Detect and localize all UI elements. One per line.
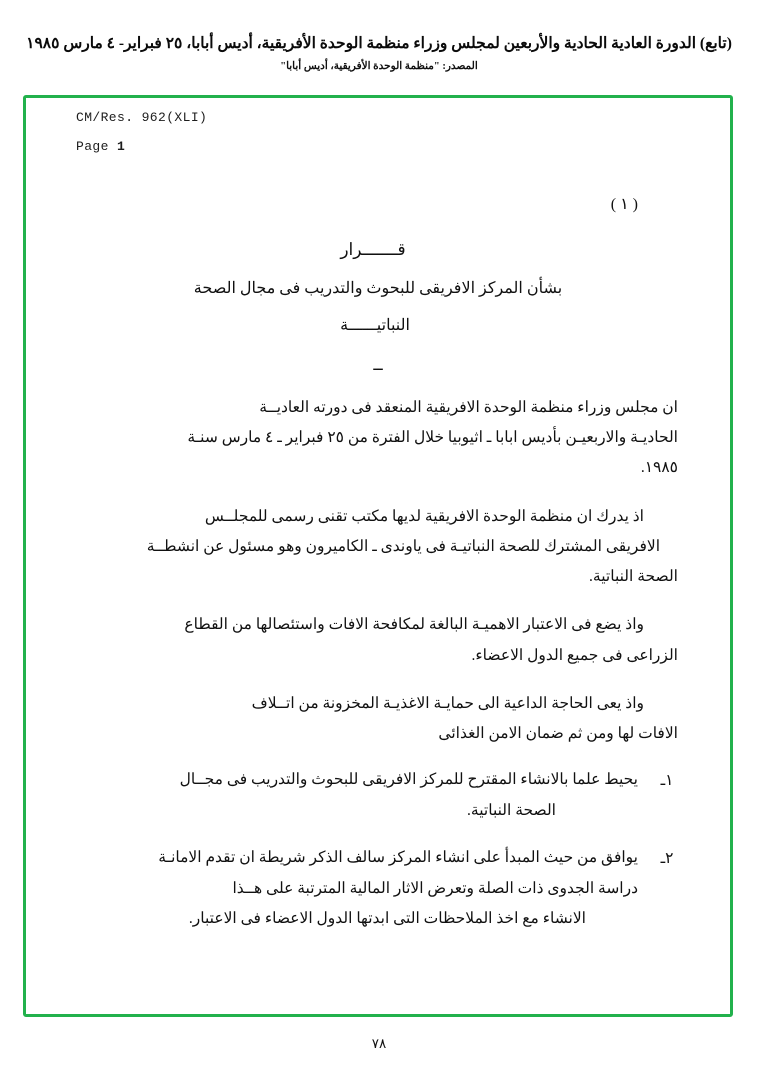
title-separator: ــ (373, 357, 383, 374)
title-line-1: قـــــــرار (340, 240, 406, 259)
paragraph-aware (60, 502, 696, 593)
resolution-body (60, 194, 696, 934)
paragraph-conscious (60, 689, 696, 749)
scanned-page-frame (23, 95, 733, 1017)
paragraph-considering-line-1: واذ يضع فى الاعتبار الاهميـة البالغة لمكافحة الافات واستئصالها من القطاع (184, 616, 644, 634)
page-folio: ٧٨ (371, 1036, 387, 1051)
preamble-line-2: الحاديـة والاربعيـن بأديس ابابا ـ اثيوبيا خلال الفترة من ٢٥ فبراير ـ ٤ مارس سنـة (187, 429, 678, 447)
document-header (0, 34, 758, 72)
preamble-paragraph (60, 393, 696, 484)
header-title: (تابع) الدورة العادية الحادية والأربعين لمجلس وزراء منظمة الوحدة الأفريقية، أديس أبابا، ٢٥ فبراير- ٤ مارس ١٩٨٥ (26, 35, 732, 52)
item-2-line-1: يوافق من حيث المبدأ على انشاء المركز سالف الذكر شريطة ان تقدم الامانـة (158, 848, 638, 866)
item-1-line-1: يحيط علما بالانشاء المقترح للمركز الافريقى للبحوث والتدريب فى مجــال (179, 771, 638, 789)
resolution-title-block (60, 240, 696, 335)
item-2-line-2: دراسة الجدوى ذات الصلة وتعرض الاثار المالية المترتبة على هــذا (232, 879, 638, 897)
header-source: المصدر: "منظمة الوحدة الأفريقية، أديس أبابا" (280, 61, 478, 72)
paragraph-considering (60, 610, 696, 670)
page-label: Page (76, 139, 109, 154)
preamble-line-1: ان مجلس وزراء منظمة الوحدة الافريقية المنعقد فى دورته العاديــة (259, 399, 678, 416)
item-number: ( ١ ) (610, 196, 638, 213)
item-1-marker: ١ـ (660, 772, 674, 790)
paragraph-aware-line-2: الافريقى المشترك للصحة النباتيـة فى ياوندى ـ الكاميرون وهو مسئول عن انشطــة (146, 537, 660, 555)
title-line-2: بشأن المركز الافريقى للبحوث والتدريب فى مجال الصحة (193, 280, 563, 297)
paragraph-conscious-line-2: الافات لها ومن ثم ضمان الامن الغذائى (438, 724, 678, 742)
numbered-item-1 (60, 765, 696, 826)
page-indicator (76, 139, 207, 154)
page-number: 1 (117, 139, 126, 154)
numbered-item-2 (60, 843, 696, 935)
paragraph-considering-line-2: الزراعى فى جميع الدول الاعضاء. (471, 646, 678, 664)
item-2-line-3: الانشاء مع اخذ الملاحظات التى ابدتها الدول الاعضاء فى الاعتبار. (188, 910, 586, 928)
preamble-line-3: ١٩٨٥. (640, 459, 678, 477)
paragraph-conscious-line-1: واذ يعى الحاجة الداعية الى حمايـة الاغذيـة المخزونة من اتــلاف (251, 694, 644, 712)
title-line-3: النباتيــــــة (340, 317, 410, 334)
item-2-marker: ٢ـ (660, 849, 674, 867)
document-reference (76, 110, 207, 154)
resolution-code: CM/Res. 962(XLI) (76, 110, 208, 125)
item-1-line-2: الصحة النباتية. (467, 802, 556, 820)
paragraph-aware-line-1: اذ يدرك ان منظمة الوحدة الافريقية لديها مكتب تقنى رسمى للمجلــس (204, 507, 644, 525)
paragraph-aware-line-3: الصحة النباتية. (589, 568, 678, 586)
